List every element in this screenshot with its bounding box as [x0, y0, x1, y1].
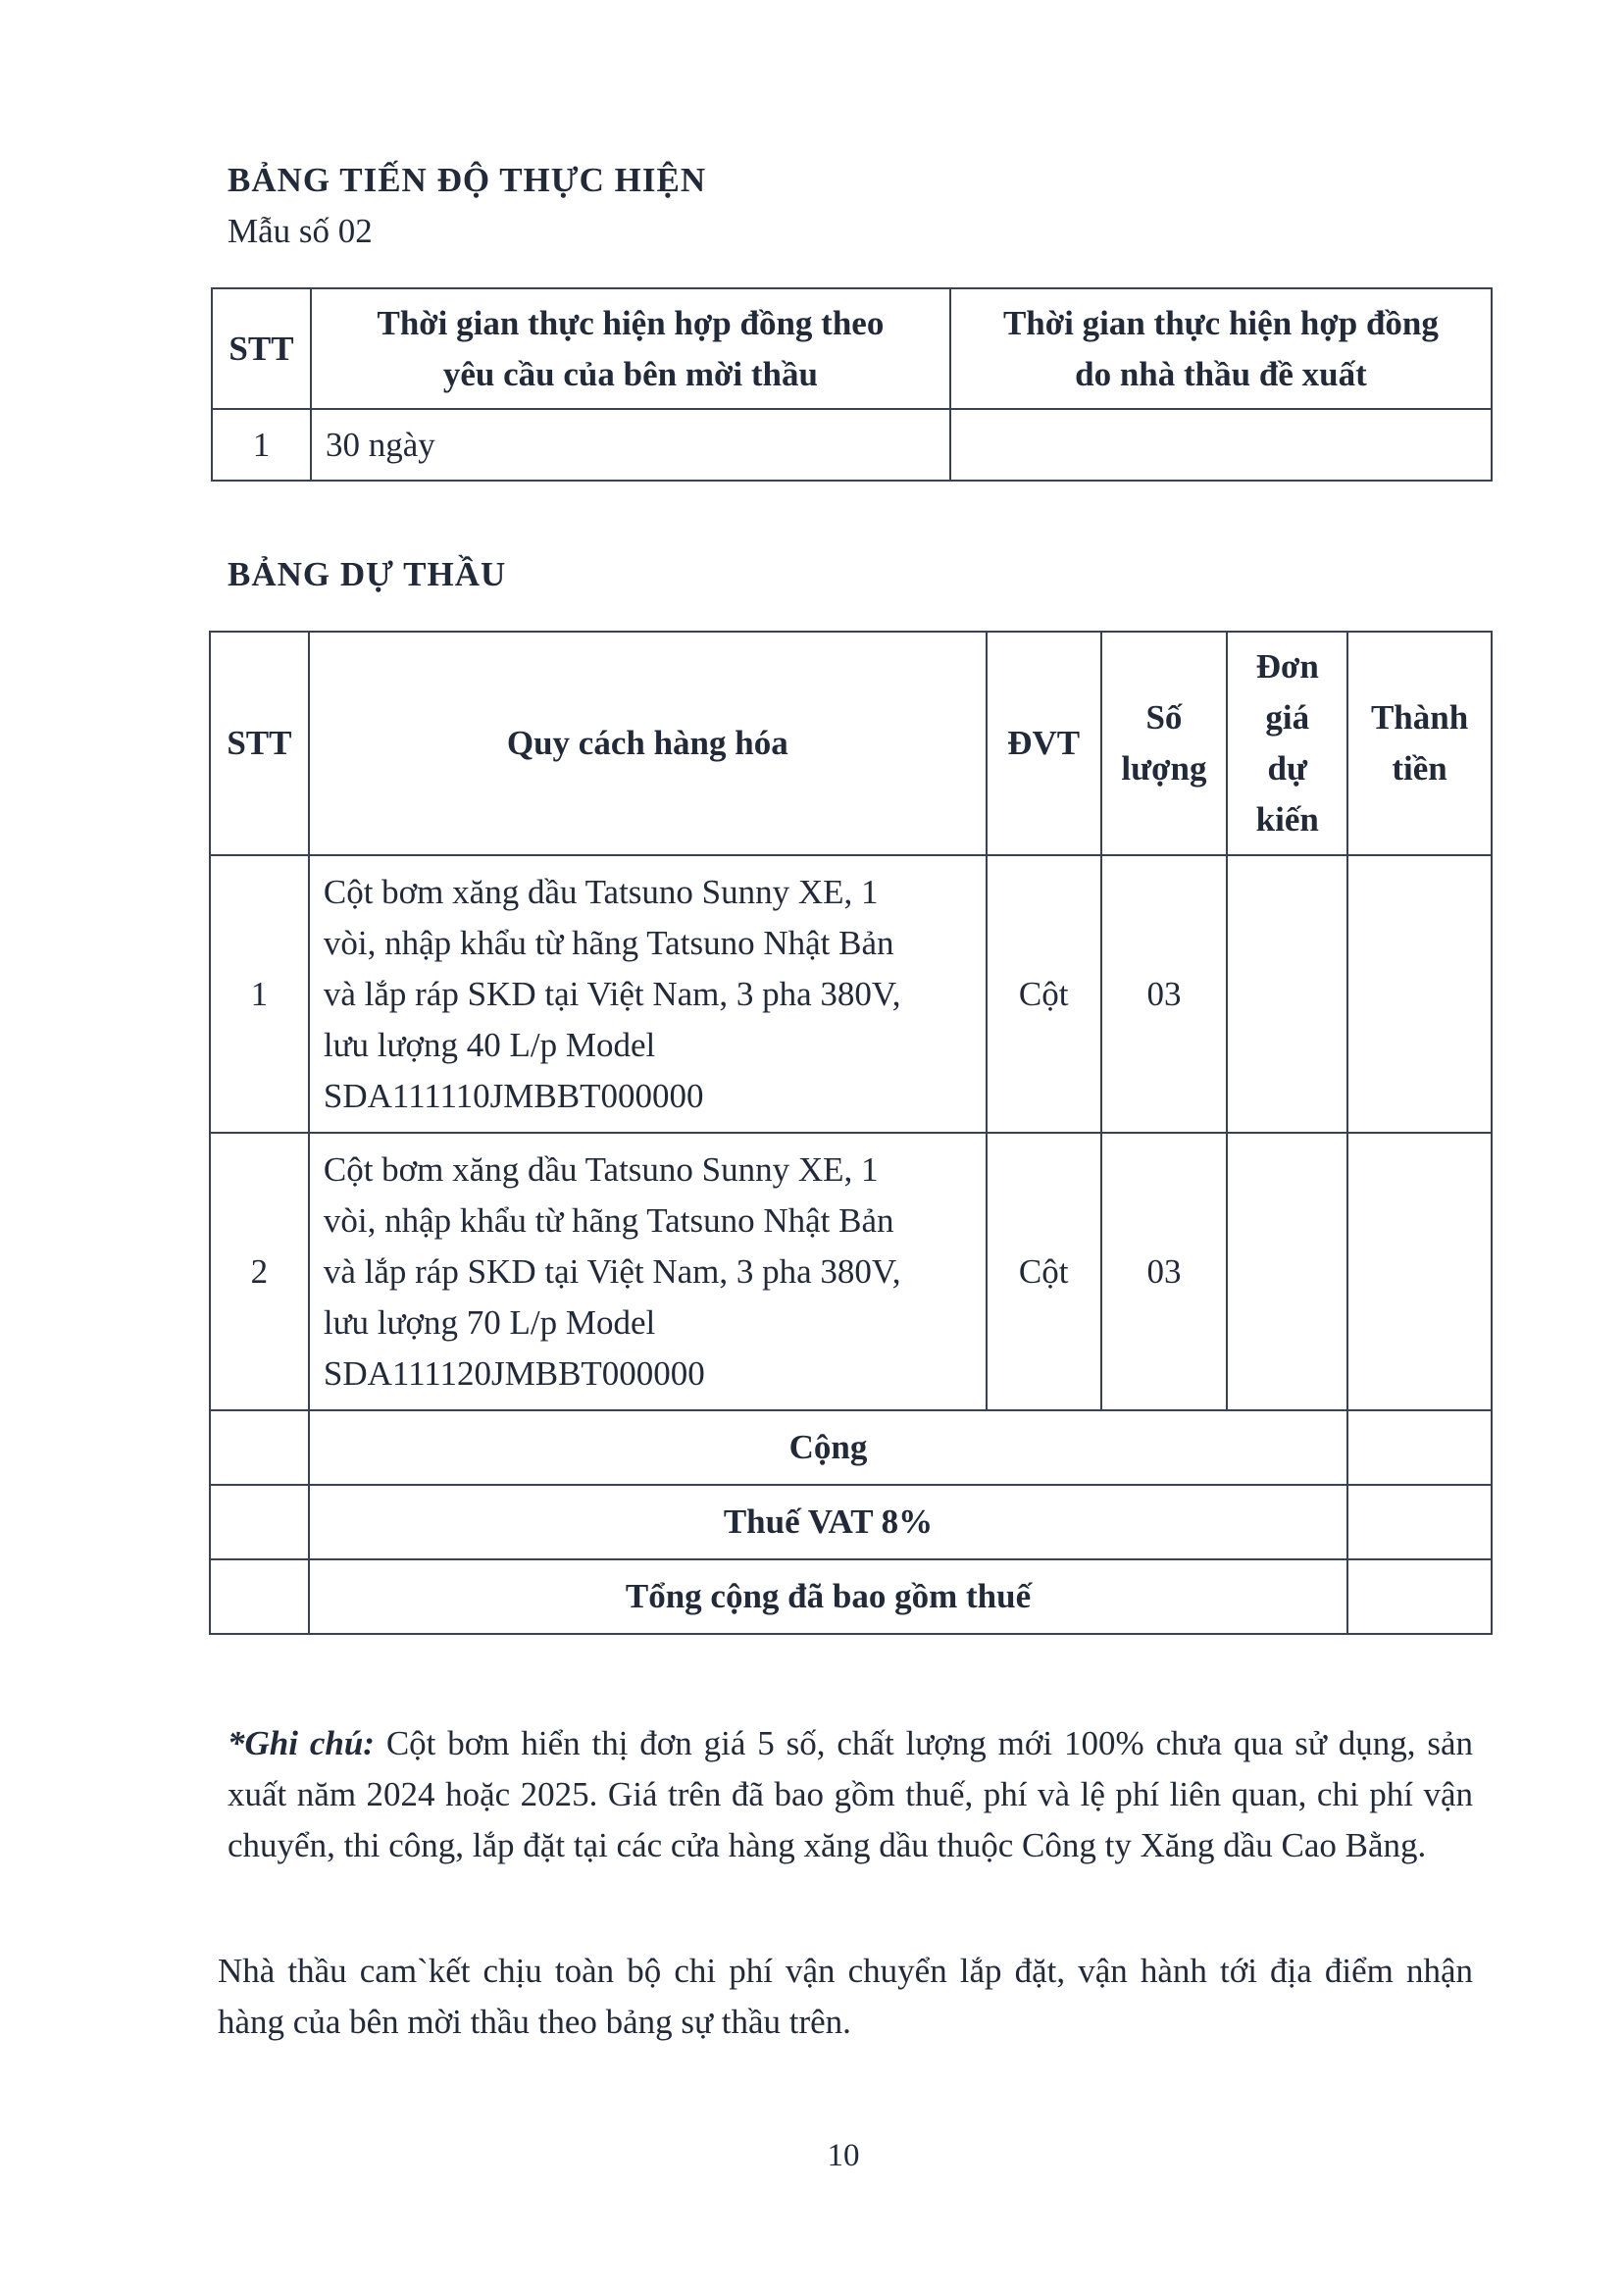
header-total	[1347, 632, 1492, 855]
header-stt: STT	[210, 632, 309, 855]
header-proposed-time	[950, 288, 1492, 409]
header-stt: STT	[212, 288, 311, 409]
cell-stt: 1	[210, 855, 309, 1133]
spec-line: lưu lượng 40 L/p Model	[323, 1025, 656, 1064]
vat-row	[210, 1485, 1492, 1559]
cell-proposed-time	[950, 409, 1492, 481]
note-text: Cột bơm hiển thị đơn giá 5 số, chất lượng mới 100% chưa qua sử dụng, sản xuất năm 2024 hoặc 2025. Giá trên đã bao gồm thuế, phí và lệ phí liên quan, chi phí vận chuyển, thi công, lắp đặt tại các cửa hàng xăng dầu thuộc Công ty Xăng dầu Cao Bằng.	[228, 1724, 1473, 1864]
header-spec: Quy cách hàng hóa	[309, 632, 987, 855]
note-label: *Ghi chú:	[228, 1724, 375, 1762]
commitment-paragraph: Nhà thầu cam`kết chịu toàn bộ chi phí vận chuyển lắp đặt, vận hành tới địa điểm nhận hàng của bên mời thầu theo bảng sự thầu trên.	[218, 1952, 1473, 2041]
header-unit-price	[1227, 632, 1347, 855]
cell-total	[1347, 855, 1492, 1133]
header-required-time	[311, 288, 950, 409]
header-quantity-line2: lượng	[1121, 749, 1207, 788]
header-required-time-line1: Thời gian thực hiện hợp đồng theo	[377, 303, 885, 342]
schedule-title: BẢNG TIẾN ĐỘ THỰC HIỆN	[228, 161, 707, 199]
cell-unit-price	[1227, 855, 1347, 1133]
spec-line: SDA111120JMBBT000000	[323, 1353, 705, 1393]
header-unit-price-line2: giá	[1265, 698, 1310, 737]
cell-spec	[309, 1133, 987, 1410]
spec-line: Cột bơm xăng dầu Tatsuno Sunny XE, 1	[323, 1149, 879, 1189]
cell-spec	[309, 855, 987, 1133]
cell-quantity: 03	[1101, 855, 1228, 1133]
schedule-header-row	[212, 288, 1492, 409]
vat-value	[1347, 1485, 1492, 1559]
note-paragraph	[228, 1718, 1473, 1871]
cell-unit: Cột	[987, 855, 1101, 1133]
spec-line: và lắp ráp SKD tại Việt Nam, 3 pha 380V,	[323, 1251, 901, 1291]
spec-line: và lắp ráp SKD tại Việt Nam, 3 pha 380V,	[323, 974, 901, 1013]
grand-total-value	[1347, 1559, 1492, 1634]
cell-empty	[210, 1559, 309, 1634]
header-proposed-time-line2: do nhà thầu đề xuất	[1075, 354, 1367, 393]
subtotal-label: Cộng	[309, 1410, 1347, 1485]
header-unit-price-line1: Đơn	[1255, 647, 1319, 686]
header-quantity-line1: Số	[1145, 698, 1183, 737]
cell-required-time: 30 ngày	[311, 409, 950, 481]
spec-line: Cột bơm xăng dầu Tatsuno Sunny XE, 1	[323, 872, 879, 911]
header-total-line2: tiền	[1392, 749, 1447, 788]
cell-empty	[210, 1410, 309, 1485]
header-total-line1: Thành	[1370, 698, 1469, 737]
schedule-table	[211, 287, 1493, 482]
table-row	[210, 855, 1492, 1133]
cell-unit-price	[1227, 1133, 1347, 1410]
bid-header-row	[210, 632, 1492, 855]
page-number: 10	[827, 2138, 860, 2173]
spec-line: vòi, nhập khẩu từ hãng Tatsuno Nhật Bản	[323, 1200, 894, 1240]
form-number: Mẫu số 02	[228, 212, 373, 250]
header-unit: ĐVT	[987, 632, 1101, 855]
cell-stt: 2	[210, 1133, 309, 1410]
cell-stt: 1	[212, 409, 311, 481]
header-unit-price-line3: dự	[1267, 749, 1307, 788]
bid-table	[209, 631, 1493, 1635]
cell-empty	[210, 1485, 309, 1559]
grand-total-row	[210, 1559, 1492, 1634]
table-row	[212, 409, 1492, 481]
header-quantity	[1101, 632, 1228, 855]
grand-total-label: Tổng cộng đã bao gồm thuế	[309, 1559, 1347, 1634]
table-row	[210, 1133, 1492, 1410]
cell-unit: Cột	[987, 1133, 1101, 1410]
cell-total	[1347, 1133, 1492, 1410]
subtotal-value	[1347, 1410, 1492, 1485]
bid-title: BẢNG DỰ THẦU	[228, 555, 507, 593]
header-required-time-line2: yêu cầu của bên mời thầu	[442, 354, 818, 393]
spec-line: lưu lượng 70 L/p Model	[323, 1302, 656, 1342]
vat-label: Thuế VAT 8%	[309, 1485, 1347, 1559]
spec-line: SDA111110JMBBT000000	[323, 1076, 704, 1115]
spec-line: vòi, nhập khẩu từ hãng Tatsuno Nhật Bản	[323, 923, 894, 962]
header-unit-price-line4: kiến	[1255, 800, 1319, 839]
subtotal-row	[210, 1410, 1492, 1485]
cell-quantity: 03	[1101, 1133, 1228, 1410]
header-proposed-time-line1: Thời gian thực hiện hợp đồng	[1002, 303, 1439, 342]
